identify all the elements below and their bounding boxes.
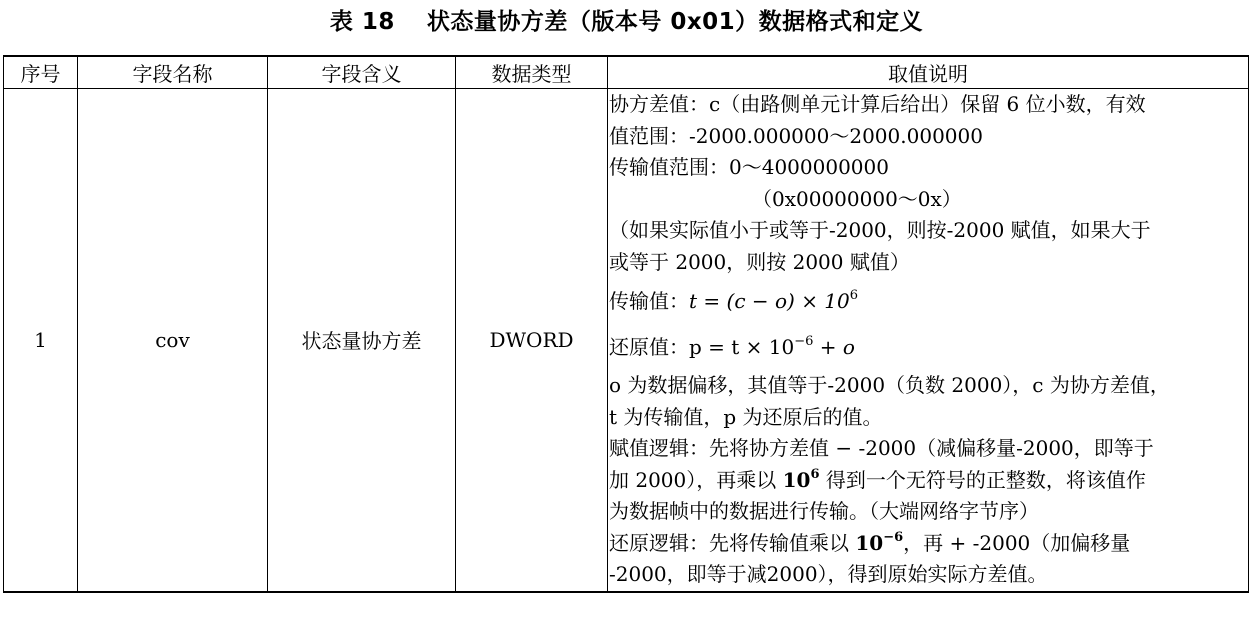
desc-line: 值范围：-2000.000000～2000.000000 [609,123,983,148]
formula-label: 传输值： [609,289,689,313]
desc-text: 还原逻辑：先将传输值乘以 [609,530,856,555]
desc-line: （如果实际值小于或等于-2000，则按-2000 赋值，如果大于 [609,218,1151,242]
desc-line: 为数据帧中的数据进行传输。（大端网络字节序） [609,499,1039,523]
desc-line: t 为传输值，p 为还原后的值。 [609,404,883,429]
cell-field-meaning: 状态量协方差 [268,89,456,592]
table-row [4,89,1249,592]
desc-text: ，再 + -2000（加偏移量 [903,530,1131,555]
cell-value-desc [608,89,1249,592]
header-field-meaning: 字段含义 [268,56,456,89]
power-exponent: −6 [883,529,904,545]
power-exponent: 6 [810,466,820,482]
desc-line: 或等于 2000，则按 2000 赋值） [609,249,910,274]
header-value-desc: 取值说明 [608,56,1249,89]
desc-line: （0x00000000～0x） [752,186,962,211]
header-field-name: 字段名称 [78,56,268,89]
power-base: 10 [782,467,811,492]
desc-text: 得到一个无符号的正整数，将该值作 [819,467,1146,492]
desc-line [608,528,1248,560]
desc-line [608,465,1248,497]
cell-field-name: cov [78,89,268,592]
desc-line: 传输值范围：0～4000000000 [609,155,889,179]
header-data-type: 数据类型 [456,56,608,89]
formula-transmit [608,278,1248,324]
formula-expression: p = t × 10 [689,335,795,359]
desc-line: -2000，即等于减2000），得到原始实际方差值。 [609,562,1048,586]
formula-expression: t = (c − o) × 10 [689,289,850,313]
formula-label: 还原值： [609,335,689,359]
spec-table [3,55,1249,593]
desc-text: 加 2000），再乘以 [609,467,783,492]
desc-line: 协方差值：c（由路侧单元计算后给出）保留 6 位小数，有效 [609,92,1146,116]
table-caption: 表 18 状态量协方差（版本号 0x01）数据格式和定义 [329,9,924,35]
cell-index: 1 [4,89,78,592]
desc-line: 赋值逻辑：先将协方差值 − -2000（减偏移量-2000，即等于 [609,436,1154,460]
header-index: 序号 [4,56,78,89]
cell-data-type: DWORD [456,89,608,592]
power-base: 10 [855,530,884,555]
formula-exponent: −6 [794,334,814,349]
header-row [4,56,1249,89]
desc-line: o 为数据偏移，其值等于-2000（负数 2000），c 为协方差值， [609,373,1170,397]
formula-restore [608,324,1248,370]
formula-tail: + o [813,335,855,359]
formula-exponent: 6 [849,288,859,303]
